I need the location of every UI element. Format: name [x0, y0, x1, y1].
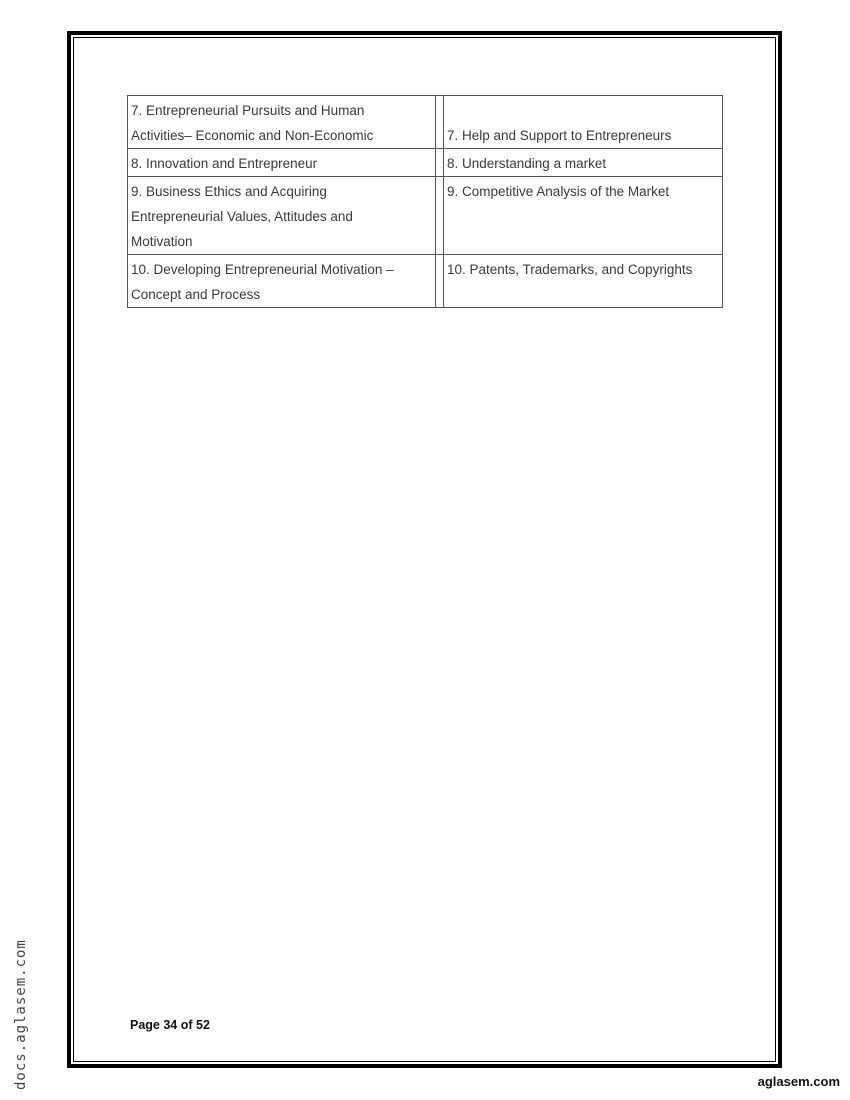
brand-watermark: aglasem.com [757, 1074, 840, 1089]
table-cell-right [444, 96, 723, 149]
side-watermark: docs.aglasem.com [13, 939, 29, 1090]
cell-line: 7. Entrepreneurial Pursuits and Human [131, 103, 365, 118]
syllabus-topics-table [127, 95, 723, 308]
cell-line: 9. Competitive Analysis of the Market [447, 184, 670, 199]
cell-line: Activities– Economic and Non-Economic [131, 128, 374, 143]
cell-line: Concept and Process [131, 287, 261, 302]
cell-line: 10. Patents, Trademarks, and Copyrights [447, 262, 693, 277]
table-cell-right [444, 149, 723, 177]
cell-line: 7. Help and Support to Entrepreneurs [447, 128, 672, 143]
column-gap [436, 255, 444, 308]
column-gap [436, 96, 444, 149]
cell-line: 8. Innovation and Entrepreneur [131, 156, 318, 171]
table-row [128, 96, 723, 149]
table-cell-left [128, 96, 436, 149]
table-row [128, 149, 723, 177]
column-gap [436, 149, 444, 177]
table-cell-left [128, 255, 436, 308]
page-number: Page 34 of 52 [130, 1018, 210, 1032]
cell-line: Motivation [131, 234, 193, 249]
column-gap [436, 177, 444, 255]
cell-line: 9. Business Ethics and Acquiring [131, 184, 327, 199]
table-cell-right [444, 177, 723, 255]
table-row [128, 255, 723, 308]
table-cell-right [444, 255, 723, 308]
table-cell-left [128, 177, 436, 255]
cell-line: Entrepreneurial Values, Attitudes and [131, 209, 353, 224]
table-cell-left [128, 149, 436, 177]
table-row [128, 177, 723, 255]
cell-line: 10. Developing Entrepreneurial Motivation – [131, 262, 394, 277]
cell-line: 8. Understanding a market [447, 156, 607, 171]
